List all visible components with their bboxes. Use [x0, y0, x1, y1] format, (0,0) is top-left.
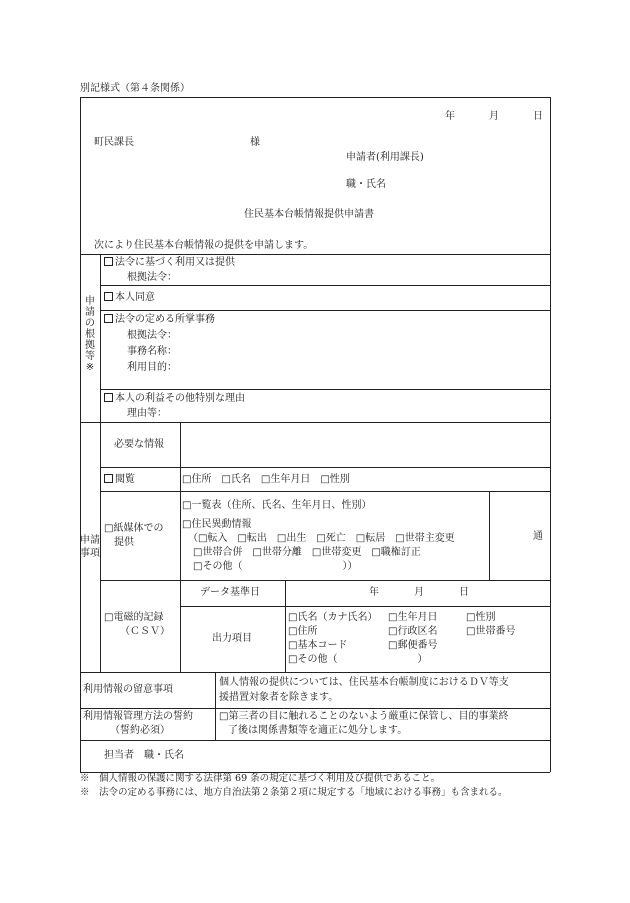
paper-copies-unit: 通	[533, 531, 543, 542]
paper-change-row1: （□転入 □転出 □出生 □死亡 □転居 □世帯主変更	[188, 533, 455, 544]
view-option[interactable]: 閲覧	[104, 474, 135, 487]
management-text-line2: 了後は関係書類等を適正に処分します。	[228, 725, 408, 736]
intro-text: 次により住民基本台帳情報の提供を申請します。	[94, 240, 314, 251]
notes-text-line2: 援措置対象者を除きます。	[219, 692, 339, 703]
paper-label-line2: 提供	[114, 537, 134, 548]
interest-checkbox[interactable]	[104, 393, 113, 402]
output-postal-code: □郵便番号	[388, 640, 438, 651]
base-date-month: 月	[414, 587, 424, 598]
date-year-label: 年	[445, 111, 455, 122]
date-month-label: 月	[489, 111, 499, 122]
output-kana-name: □氏名（カナ氏名）	[288, 612, 378, 623]
consent-checkbox[interactable]	[104, 292, 113, 301]
output-items-label: 出力項目	[212, 633, 252, 644]
output-gender: □性別	[466, 612, 496, 623]
base-date-day: 日	[459, 587, 469, 598]
addressee-honorific: 様	[250, 137, 260, 148]
consent-option[interactable]: 本人同意	[104, 292, 155, 305]
applicant-name-label: 職・氏名	[346, 179, 386, 190]
law-use-law-label: 根拠法令：	[127, 272, 177, 283]
affairs-checkbox[interactable]	[104, 314, 113, 323]
footnote-2: ※ 法令の定める事務には、地方自治法第２条第２項に規定する「地域における事務」も含まれる。	[80, 787, 508, 798]
base-date-label: データ基準日	[200, 587, 260, 598]
date-day-label: 日	[533, 111, 543, 122]
electronic-label-line1: □電磁的記録	[104, 612, 164, 623]
output-district: □行政区名	[388, 626, 438, 637]
needed-info-label: 必要な情報	[114, 439, 164, 450]
law-use-checkbox[interactable]	[104, 257, 113, 266]
basis-side-label: 申 請 の 根 拠 等 ※	[85, 296, 95, 373]
affairs-option[interactable]: 法令の定める所掌事務	[104, 314, 215, 327]
law-use-option[interactable]: 法令に基づく利用又は提供	[104, 257, 235, 270]
interest-reason-label: 理由等：	[127, 408, 167, 419]
paper-list-option: □一覧表（住所、氏名、生年月日、性別）	[182, 500, 372, 511]
management-text-line1: □第三者の目に触れることのないよう厳重に保管し、目的事業終	[219, 711, 509, 722]
output-address: □住所	[288, 626, 318, 637]
management-label-line1: 利用情報管理方法の誓約	[83, 711, 193, 722]
form-label: 別記様式（第４条関係）	[80, 83, 190, 94]
affairs-name-label: 事務名称：	[127, 346, 177, 357]
staff-name-field[interactable]	[218, 744, 546, 768]
staff-label: 担当者 職・氏名	[104, 750, 184, 761]
electronic-label-line2: （ＣＳＶ）	[120, 626, 170, 637]
output-other: □その他（ ）	[288, 654, 428, 665]
view-checkbox[interactable]	[104, 474, 113, 483]
paper-change-row2: □世帯合併 □世帯分離 □世帯変更 □職権訂正	[193, 547, 421, 558]
paper-change-option: □住民異動情報	[182, 519, 252, 530]
paper-label-line1: □紙媒体での	[104, 523, 164, 534]
document-title: 住民基本台帳情報提供申請書	[244, 209, 374, 220]
output-household-no: □世帯番号	[466, 626, 516, 637]
output-birthdate: □生年月日	[388, 612, 438, 623]
notes-text-line1: 個人情報の提供については、住民基本台帳制度におけるＤＶ等支	[219, 677, 509, 688]
view-items: □住所 □氏名 □生年月日 □性別	[182, 474, 350, 485]
applicant-label: 申請者(利用課長)	[346, 152, 424, 163]
addressee-title: 町民課長	[94, 137, 134, 148]
management-label-line2: （誓約必須）	[110, 725, 170, 736]
affairs-law-label: 根拠法令：	[127, 330, 177, 341]
footnote-1: ※ 個人情報の保護に関する法律第 69 条の規定に基づく利用及び提供であること。	[80, 773, 441, 784]
affairs-purpose-label: 利用目的：	[127, 362, 177, 373]
paper-change-row3: □その他（ ））	[193, 561, 358, 572]
interest-option[interactable]: 本人の利益その他特別な理由	[104, 393, 245, 406]
output-basic-code: □基本コード	[288, 640, 348, 651]
request-side-label: 申請 事項	[80, 535, 100, 559]
notes-label: 利用情報の留意事項	[83, 684, 173, 695]
base-date-year: 年	[369, 587, 379, 598]
